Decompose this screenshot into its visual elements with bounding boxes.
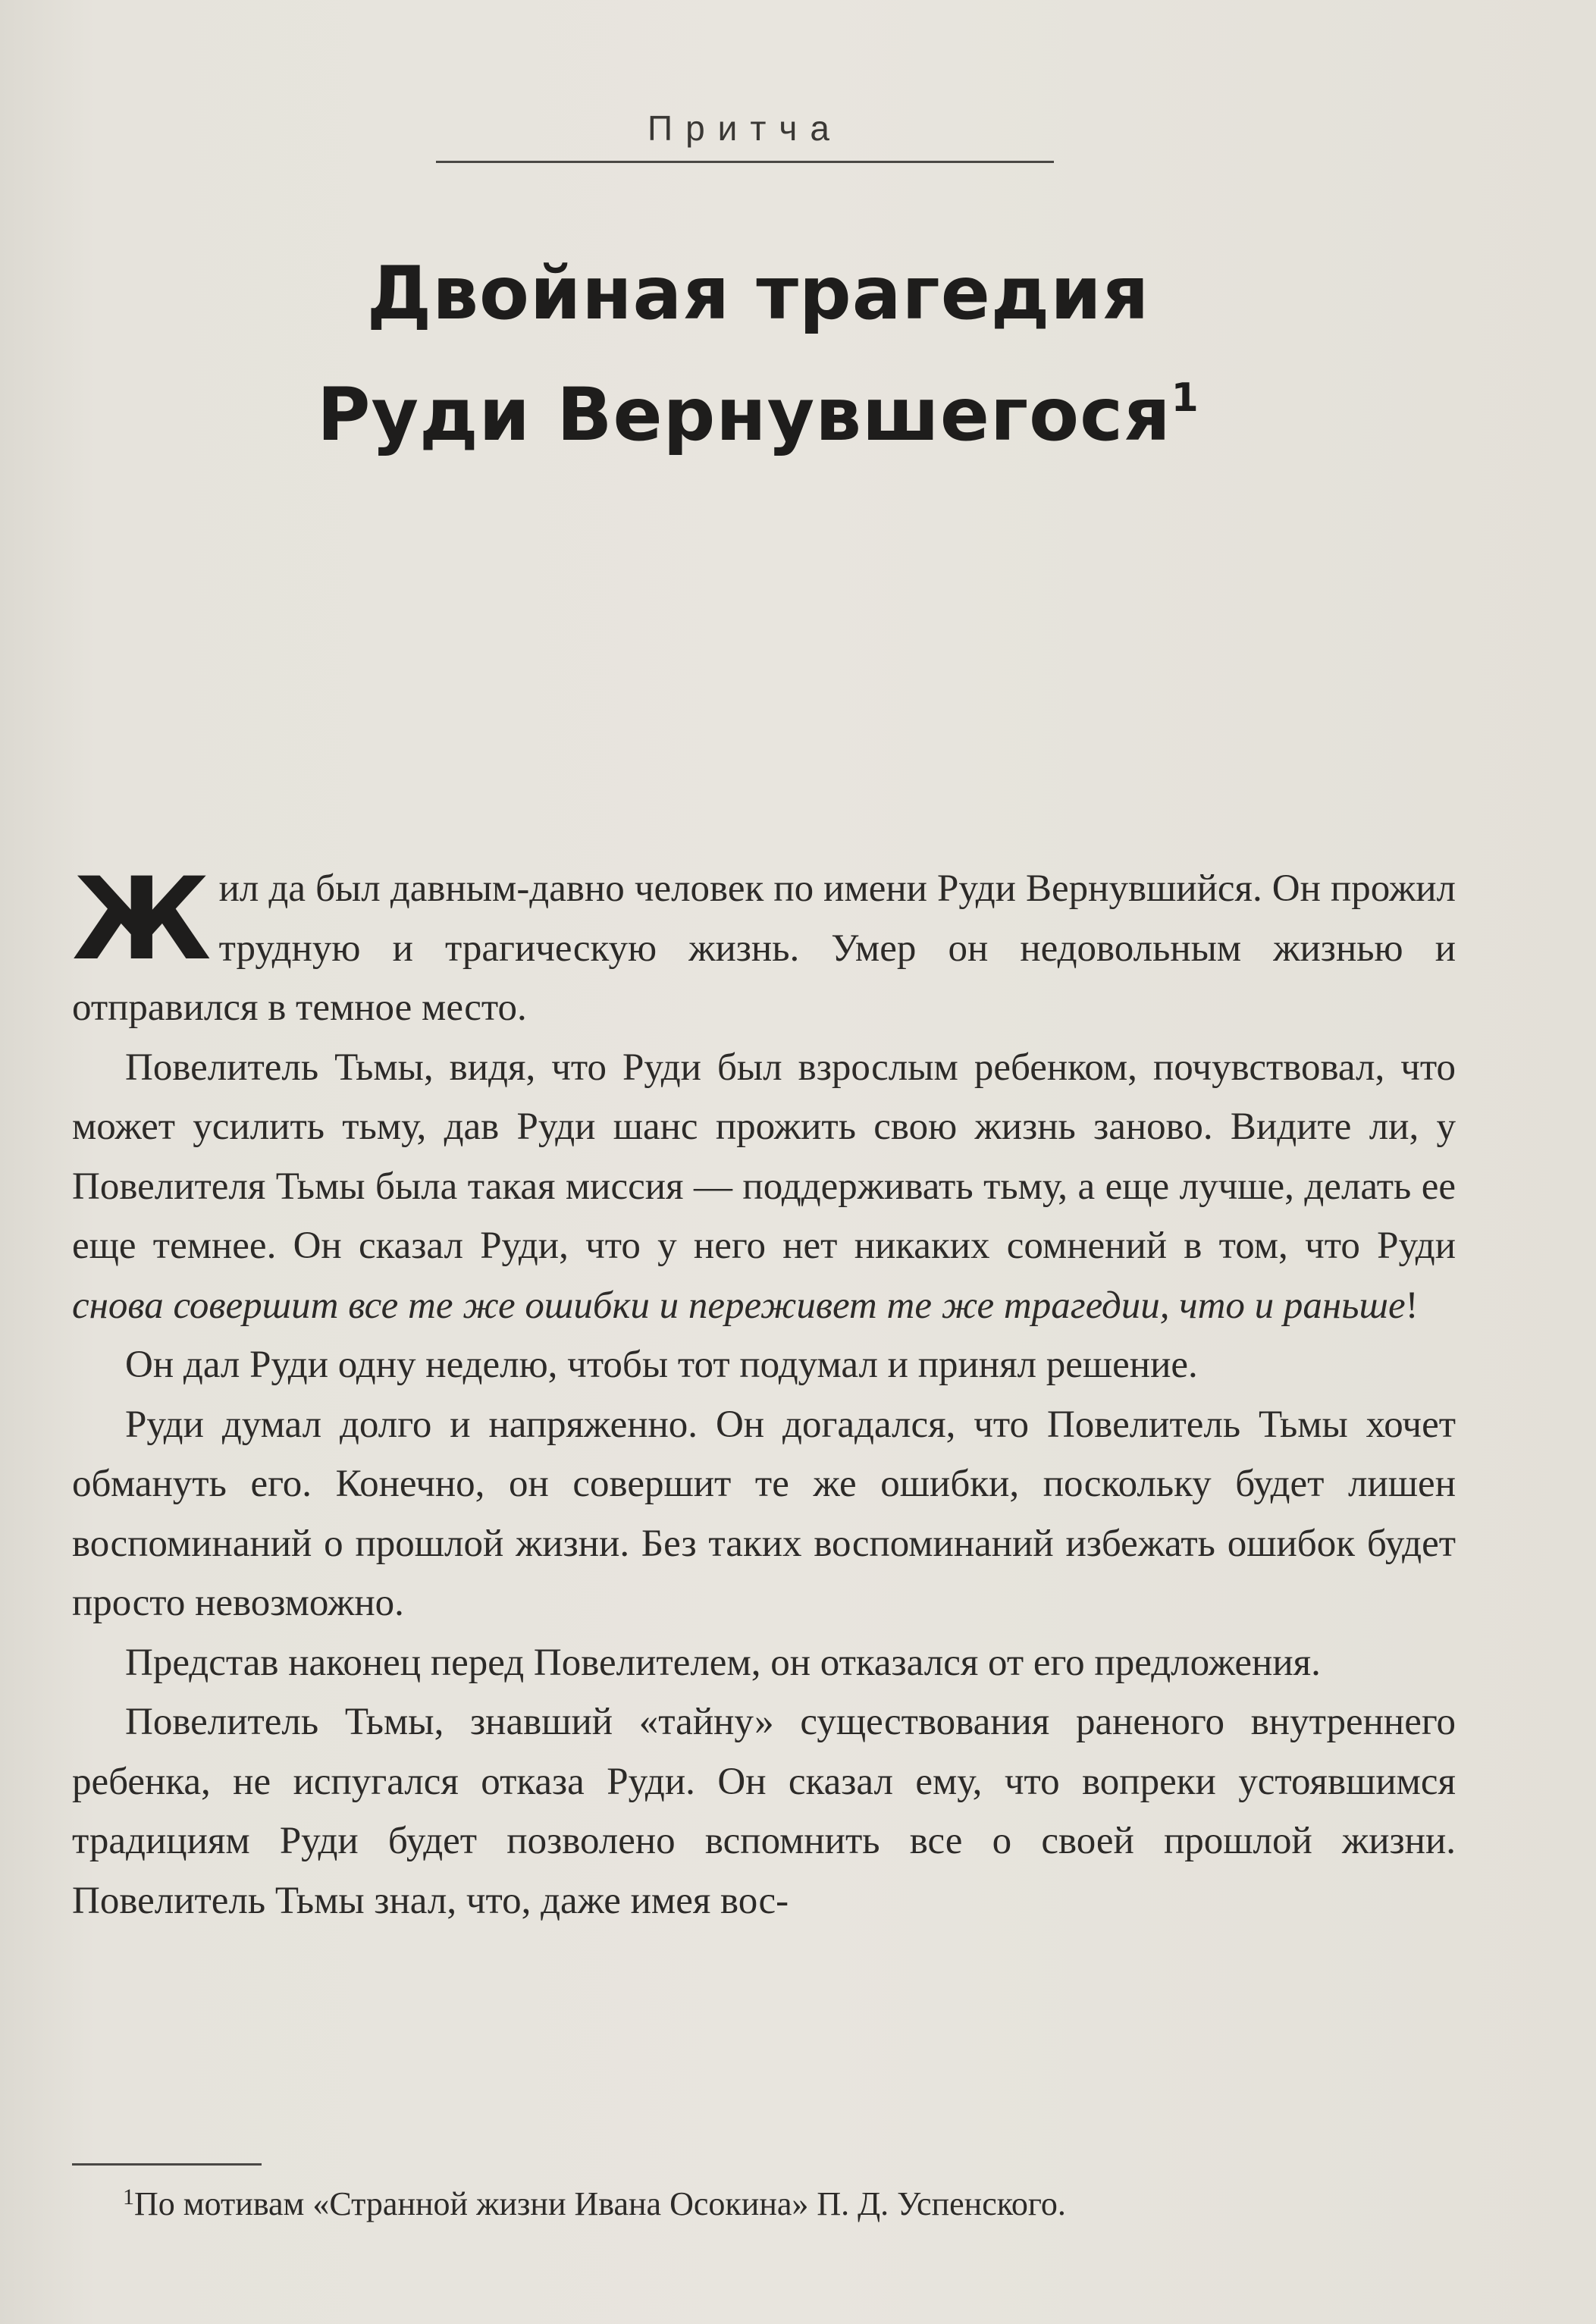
chapter-title-line-2-text: Руди Вернувшегося <box>317 372 1171 457</box>
paragraph-2-text: Повелитель Тьмы, видя, что Руди был взрослым ребенком, почувствовал, что может усилить тьму, дав Руди шанс прожить свою жизнь заново. Видите ли, у Повелителя Тьмы была такая миссия — поддерживать тьму, а еще лучше, делать ее еще темнее. Он сказал Руди, что у него нет никаких сомнений в том, что Руди <box>72 1046 1456 1267</box>
title-footnote-mark: 1 <box>1171 375 1199 421</box>
paragraph-5: Представ наконец перед Повелителем, он отказался от его предложения. <box>125 1641 1321 1684</box>
paragraph-4: Руди думал долго и напряженно. Он догадался, что Повелитель Тьмы хочет обмануть его. Конечно, он совершит те же ошибки, поскольку будет лишен воспоминаний о прошлой жизни. Без таких воспоминаний избежать ошибок будет просто невозможно. <box>72 1403 1456 1624</box>
section-divider <box>436 161 1054 163</box>
body-text <box>72 854 1456 1930</box>
paragraph-6: Повелитель Тьмы, знавший «тайну» существования раненого внутреннего ребенка, не испугался отказа Руди. Он сказал ему, что вопреки устоявшимся традициям Руди будет позволено вспомнить все о своей прошлой жизни. Повелитель Тьмы знал, что, даже имея вос- <box>72 1701 1456 1922</box>
footnote-text: По мотивам «Странной жизни Ивана Осокина» П. Д. Успенского. <box>134 2185 1066 2222</box>
paragraph-3: Он дал Руди одну неделю, чтобы тот подумал и принял решение. <box>125 1344 1198 1386</box>
chapter-title-line-1: Двойная трагедия <box>366 251 1150 336</box>
paragraph-1-text: ил да был давным-давно человек по имени Руди Вернувшийся. Он прожил трудную и трагическую жизнь. Умер он недовольным жизнью и отправился в темное место. <box>72 867 1456 1029</box>
footnote-divider <box>72 2163 262 2166</box>
paragraph-2 <box>72 1038 1456 1336</box>
section-label: Притча <box>647 108 842 148</box>
footnote <box>123 2175 1412 2227</box>
chapter-title-line-2 <box>152 346 1365 467</box>
paragraph-2-end: ! <box>1405 1284 1419 1327</box>
drop-cap: Ж <box>72 854 212 986</box>
paragraph-1 <box>72 854 1456 1038</box>
paragraph-2-italic: снова совершит все те же ошибки и переживет те же трагедии, что и раньше <box>72 1284 1406 1327</box>
footnote-mark: 1 <box>123 2184 134 2210</box>
chapter-title <box>152 241 1365 467</box>
